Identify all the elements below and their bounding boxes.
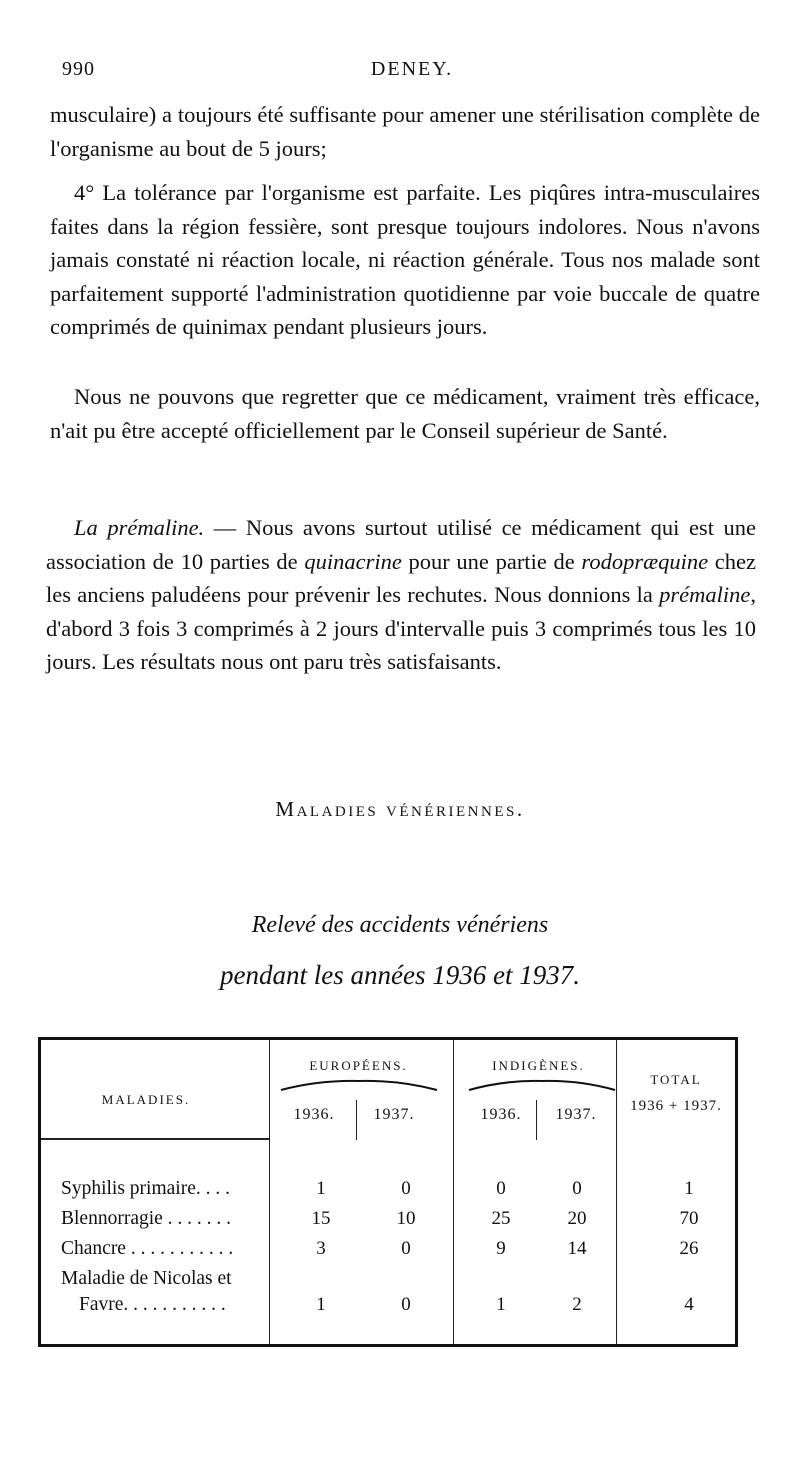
paragraph-3-text: Nous ne pouvons que regretter que ce médicament, vraiment très efficace, n'ait pu être accepté officiellement par le Conseil supérieur de Santé. bbox=[50, 384, 760, 443]
header-maladies: MALADIES. bbox=[101, 1092, 191, 1107]
section-title: Maladies vénériennes. bbox=[275, 797, 525, 821]
cell: 1 bbox=[316, 1178, 326, 1199]
table-caption-line-1: Relevé des accidents vénériens bbox=[251, 912, 549, 938]
brace-europeens bbox=[279, 1078, 439, 1092]
year-eu-1936: 1936. bbox=[293, 1106, 335, 1123]
term-quinacrine: quinacrine bbox=[304, 548, 402, 574]
row-label-blennorragie: Blennorragie . . . . . . . bbox=[61, 1208, 232, 1229]
header-rule bbox=[41, 1138, 269, 1140]
cell: 4 bbox=[684, 1294, 694, 1315]
cell: 0 bbox=[496, 1178, 506, 1199]
cell: 10 bbox=[396, 1208, 416, 1229]
running-title: DENEY. bbox=[370, 58, 454, 80]
p4-part1: — Nous avons surtout utilisé ce médicament qui est une association de 10 parties de bbox=[46, 515, 756, 574]
p4-part3: chez les anciens paludéens pour prévenir les rechutes. Nous donnions la bbox=[46, 548, 756, 607]
row-label-nicolas-favre: Maladie de Nicolas et bbox=[61, 1268, 232, 1289]
year-eu-1937: 1937. bbox=[373, 1106, 415, 1123]
paragraph-4-text bbox=[46, 511, 756, 679]
table-caption-line-2: pendant les années 1936 et 1937. bbox=[220, 960, 580, 990]
paragraph-1 bbox=[50, 98, 760, 165]
header-total-years: 1936 + 1937. bbox=[630, 1098, 722, 1114]
header-total: TOTAL bbox=[650, 1072, 702, 1087]
p4-part4: , d'abord 3 fois 3 comprimés à 2 jours d'intervalle puis 3 comprimés tous les 10 jours. Les résultats nous ont paru très satisfaisants. bbox=[46, 582, 756, 674]
divider-v3 bbox=[453, 1040, 454, 1344]
cell: 3 bbox=[316, 1238, 326, 1259]
p4-part2: pour une partie de bbox=[401, 548, 582, 574]
cell: 2 bbox=[572, 1294, 582, 1315]
row-label-chancre: Chancre . . . . . . . . . . . bbox=[61, 1238, 234, 1259]
divider-v2 bbox=[356, 1100, 357, 1140]
cell: 0 bbox=[572, 1178, 582, 1199]
divider-v5 bbox=[616, 1040, 617, 1344]
cell: 25 bbox=[491, 1208, 511, 1229]
paragraph-4 bbox=[46, 511, 756, 679]
cell: 70 bbox=[679, 1208, 699, 1229]
paragraph-2-text: 4° La tolérance par l'organisme est parfaite. Les piqûres intra-musculaires faites dans la région fessière, sont presque toujours indolores. Nous n'avons jamais constaté ni réaction locale, ni réaction générale. Tous nos malade sont parfaitement supporté l'administration quotidienne par voie buccale de quatre comprimés de quinimax pendant plusieurs jours. bbox=[50, 180, 760, 339]
term-rodopraequine: rodopræquine bbox=[581, 548, 709, 574]
paragraph-1-text: musculaire) a toujours été suffisante pour amener une stérilisation complète de l'organisme au bout de 5 jours; bbox=[50, 102, 760, 161]
cell: 0 bbox=[401, 1238, 411, 1259]
page-number: 990 bbox=[62, 58, 95, 80]
row-label-nicolas-favre-cont: Favre. . . . . . . . . . . bbox=[79, 1294, 226, 1315]
year-in-1936: 1936. bbox=[480, 1106, 522, 1123]
divider-v4 bbox=[536, 1100, 537, 1140]
cell: 26 bbox=[679, 1238, 699, 1259]
brace-indigenes bbox=[467, 1078, 617, 1092]
cell: 9 bbox=[496, 1238, 506, 1259]
term-premaline: prémaline bbox=[659, 582, 751, 607]
row-label-syphilis: Syphilis primaire. . . . bbox=[61, 1178, 230, 1199]
cell: 1 bbox=[684, 1178, 694, 1199]
venereal-table bbox=[38, 1037, 738, 1347]
paragraph-3 bbox=[50, 380, 760, 447]
paragraph-2 bbox=[50, 176, 760, 344]
header-indigenes: INDIGÈNES. bbox=[492, 1058, 585, 1073]
cell: 20 bbox=[567, 1208, 587, 1229]
cell: 15 bbox=[311, 1208, 331, 1229]
premaline-heading: La prémaline. bbox=[74, 515, 205, 540]
page-header bbox=[58, 58, 766, 88]
cell: 1 bbox=[316, 1294, 326, 1315]
cell: 14 bbox=[567, 1238, 587, 1259]
cell: 0 bbox=[401, 1178, 411, 1199]
year-in-1937: 1937. bbox=[555, 1106, 597, 1123]
cell: 1 bbox=[496, 1294, 506, 1315]
divider-v1 bbox=[269, 1040, 270, 1344]
cell: 0 bbox=[401, 1294, 411, 1315]
header-europeens: EUROPÉENS. bbox=[309, 1058, 408, 1073]
